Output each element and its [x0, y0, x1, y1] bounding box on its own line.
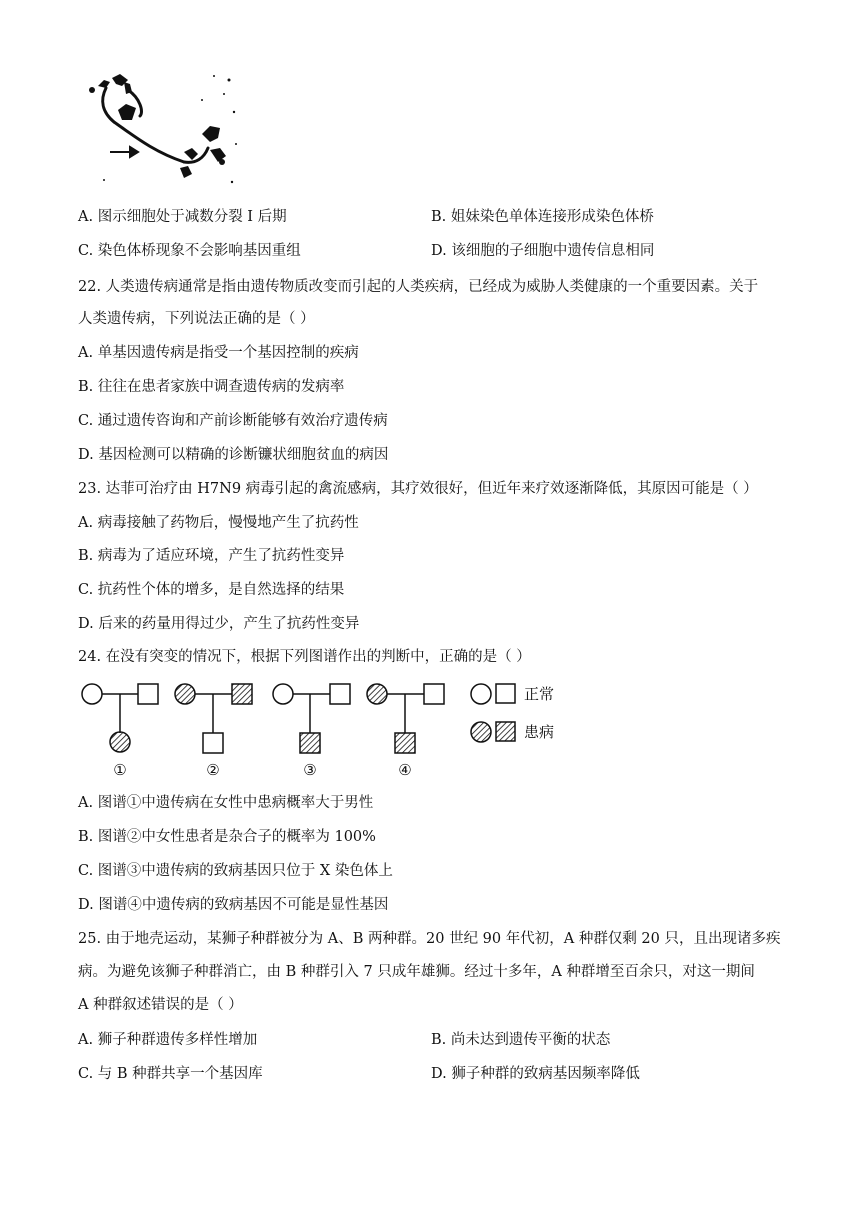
q21-option-d: D. 该细胞的子细胞中遗传信息相同 [431, 243, 655, 259]
q25-option-d: D. 狮子种群的致病基因频率降低 [431, 1066, 640, 1082]
q22-stem-line2: 人类遗传病，下列说法正确的是（ ） [78, 311, 315, 327]
pedigree-2 [175, 684, 252, 753]
q21-option-c: C. 染色体桥现象不会影响基因重组 [78, 243, 301, 259]
pedigree-legend [471, 684, 515, 742]
pedigree-4 [367, 684, 444, 753]
q25-option-c: C. 与 B 种群共享一个基因库 [78, 1066, 263, 1082]
q23-stem: 23. 达菲可治疗由 H7N9 病毒引起的禽流感病，其疗效很好，但近年来疗效逐渐降低，其原因可能是（ ） [78, 481, 758, 497]
q25-stem-line2: 病。为避免该狮子种群消亡，由 B 种群引入 7 只成年雄狮。经过十多年，A 种群增至百余只，对这一期间 [78, 964, 755, 980]
q24-option-d: D. 图谱④中遗传病的致病基因不可能是显性基因 [78, 897, 389, 913]
q22-option-a: A. 单基因遗传病是指受一个基因控制的疾病 [78, 345, 359, 361]
q23-option-d: D. 后来的药量用得过少，产生了抗药性变异 [78, 616, 360, 632]
q24-stem: 24. 在没有突变的情况下，根据下列图谱作出的判断中，正确的是（ ） [78, 649, 531, 665]
q22-stem-line1: 22. 人类遗传病通常是指由遗传物质改变而引起的人类疾病，已经成为威胁人类健康的一个重要因素。关于 [78, 279, 759, 295]
q23-option-a: A. 病毒接触了药物后，慢慢地产生了抗药性 [78, 515, 359, 531]
q25-option-b: B. 尚未达到遗传平衡的状态 [431, 1032, 611, 1048]
q22-option-b: B. 往往在患者家族中调查遗传病的发病率 [78, 379, 345, 395]
pedigree-label-4: ④ [398, 761, 412, 779]
pedigree-label-2: ② [206, 761, 220, 779]
q25-stem-line1: 25. 由于地壳运动，某狮子种群被分为 A、B 两种群。20 世纪 90 年代初，A 种群仅剩 20 只，且出现诸多疾 [78, 931, 781, 947]
chromosome-bridge-micrograph [84, 72, 240, 188]
q25-stem-line3: A 种群叙述错误的是（ ） [78, 997, 243, 1013]
q22-option-c: C. 通过遗传咨询和产前诊断能够有效治疗遗传病 [78, 413, 388, 429]
pedigree-label-3: ③ [303, 761, 317, 779]
legend-affected-label: 患病 [524, 723, 555, 741]
legend-normal-label: 正常 [524, 685, 555, 703]
q21-option-b: B. 姐妹染色单体连接形成染色体桥 [431, 209, 654, 225]
pedigree-3 [273, 684, 350, 753]
q24-option-c: C. 图谱③中遗传病的致病基因只位于 X 染色体上 [78, 863, 393, 879]
q22-option-d: D. 基因检测可以精确的诊断镰状细胞贫血的病因 [78, 447, 389, 463]
pedigree-label-1: ① [113, 761, 127, 779]
pedigree-charts [78, 675, 578, 785]
q24-option-b: B. 图谱②中女性患者是杂合子的概率为 100% [78, 829, 376, 845]
q25-option-a: A. 狮子种群遗传多样性增加 [78, 1032, 258, 1048]
q24-option-a: A. 图谱①中遗传病在女性中患病概率大于男性 [78, 795, 374, 811]
q21-option-a: A. 图示细胞处于减数分裂 I 后期 [78, 209, 287, 225]
pedigree-1 [82, 684, 158, 752]
q23-option-c: C. 抗药性个体的增多，是自然选择的结果 [78, 582, 345, 598]
q23-option-b: B. 病毒为了适应环境，产生了抗药性变异 [78, 548, 345, 564]
